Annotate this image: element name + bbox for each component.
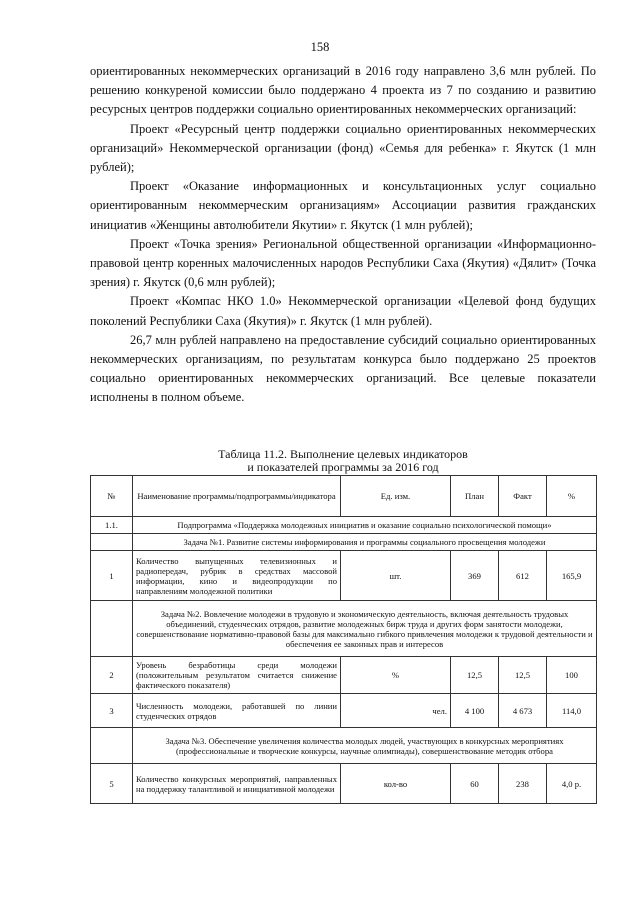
row-percent: 4,0 р. — [547, 764, 597, 804]
row-unit: чел. — [341, 694, 451, 728]
row-plan: 12,5 — [451, 657, 499, 694]
row-unit: % — [341, 657, 451, 694]
indicators-table — [90, 475, 597, 804]
row-fact: 238 — [499, 764, 547, 804]
header-name: Наименование программы/подпрограммы/индикатора — [133, 476, 341, 517]
row-num: 2 — [91, 657, 133, 694]
table-row — [91, 764, 597, 804]
paragraph-subsidies: 26,7 млн рублей направлено на предоставление субсидий социально ориентированных некоммерческих организациям, по результатам конкурса было поддержано 25 проектов социально ориентированных некоммерческих организаций. Все целевые показатели исполнены в полном объеме. — [90, 332, 596, 405]
task-3: Задача №3. Обеспечение увеличения количества молодых людей, участвующих в конкурсных мероприятиях (профессиональные и творческие конкурсы, научные олимпиады), совершенствование методик отбора — [133, 728, 597, 764]
subprogram-num: 1.1. — [91, 517, 133, 534]
row-plan: 369 — [451, 551, 499, 601]
row-unit: шт. — [341, 551, 451, 601]
row-fact: 12,5 — [499, 657, 547, 694]
row-indicator-name: Уровень безработицы среди молодежи (положительным результатом считается снижение фактического показателя) — [133, 657, 341, 694]
task-1: Задача №1. Развитие системы информирования и программы социального просвещения молодежи — [133, 534, 597, 551]
task-row — [91, 601, 597, 657]
row-fact: 4 673 — [499, 694, 547, 728]
row-num: 3 — [91, 694, 133, 728]
table-row — [91, 657, 597, 694]
row-indicator-name: Численность молодежи, работавшей по линии студенческих отрядов — [133, 694, 341, 728]
row-unit: кол-во — [341, 764, 451, 804]
row-percent: 100 — [547, 657, 597, 694]
row-plan: 60 — [451, 764, 499, 804]
table-header-row — [91, 476, 597, 517]
subprogram-row — [91, 517, 597, 534]
header-fact: Факт — [499, 476, 547, 517]
row-indicator-name: Количество конкурсных мероприятий, направленных на поддержку талантливой и инициативной молодежи — [133, 764, 341, 804]
header-num: № — [91, 476, 133, 517]
header-plan: План — [451, 476, 499, 517]
table-row — [91, 694, 597, 728]
task-row — [91, 534, 597, 551]
paragraph-project-tochka-zreniya: Проект «Точка зрения» Региональной общественной организации «Информационно-правовой центр коренных малочисленных народов Республики Саха (Якутия) «Дялит» (Точка зрения) г. Якутск (0,6 млн рублей); — [90, 236, 596, 290]
task-2: Задача №2. Вовлечение молодежи в трудовую и экономическую деятельность, включая деятельность трудовых объединений, студенческих отрядов, развитие молодежных бирж труда и других форм занятости молодежи, совершенствование нормативно-правовой базы для максимально гибкого привлечения молодежи к трудовой деятельности и обеспечения ее законных прав и интересов — [133, 601, 597, 657]
table-caption — [90, 448, 596, 473]
row-num: 5 — [91, 764, 133, 804]
paragraph-project-resource-center: Проект «Ресурсный центр поддержки социально ориентированных некоммерческих организаций» Некоммерческой организации (фонд) «Семья для ребенка» г. Якутск (1 млн рублей); — [90, 121, 596, 175]
paragraph-intro: ориентированных некоммерческих организаций в 2016 году направлено 3,6 млн рублей. По решению конкуреной комиссии было поддержано 4 проекта из 7 по созданию и развитию ресурсных центров поддержки социально ориентированных некоммерческих организаций: — [90, 64, 596, 117]
row-plan: 4 100 — [451, 694, 499, 728]
task-row — [91, 728, 597, 764]
page-number: 158 — [310, 40, 330, 54]
table-caption-line1: Таблица 11.2. Выполнение целевых индикаторов — [218, 447, 468, 461]
table-caption-line2: и показателей программы за 2016 год — [247, 459, 439, 474]
row-percent: 114,0 — [547, 694, 597, 728]
header-percent: % — [547, 476, 597, 517]
row-percent: 165,9 — [547, 551, 597, 601]
row-indicator-name: Количество выпущенных телевизионных и радиопередач, рубрик в средствах массовой информации, кино и видеопродукции по направлениям молодежной политики — [133, 551, 341, 601]
paragraph-project-kompas-nko: Проект «Компас НКО 1.0» Некоммерческой организации «Целевой фонд будущих поколений Республики Саха (Якутия)» г. Якутск (1 млн рублей). — [90, 294, 596, 328]
table-row — [91, 551, 597, 601]
row-fact: 612 — [499, 551, 547, 601]
header-unit: Ед. изм. — [341, 476, 451, 517]
subprogram-title: Подпрограмма «Поддержка молодежных инициатив и оказание социально психологической помощи» — [133, 517, 597, 534]
body-text — [90, 62, 596, 408]
row-num: 1 — [91, 551, 133, 601]
paragraph-project-info-services: Проект «Оказание информационных и консультационных услуг социально ориентированным некоммерческим организациям» Ассоциации развития гражданских инициатив «Женщины автолюбители Якутии» г. Якутск (1 млн рублей); — [90, 179, 596, 232]
